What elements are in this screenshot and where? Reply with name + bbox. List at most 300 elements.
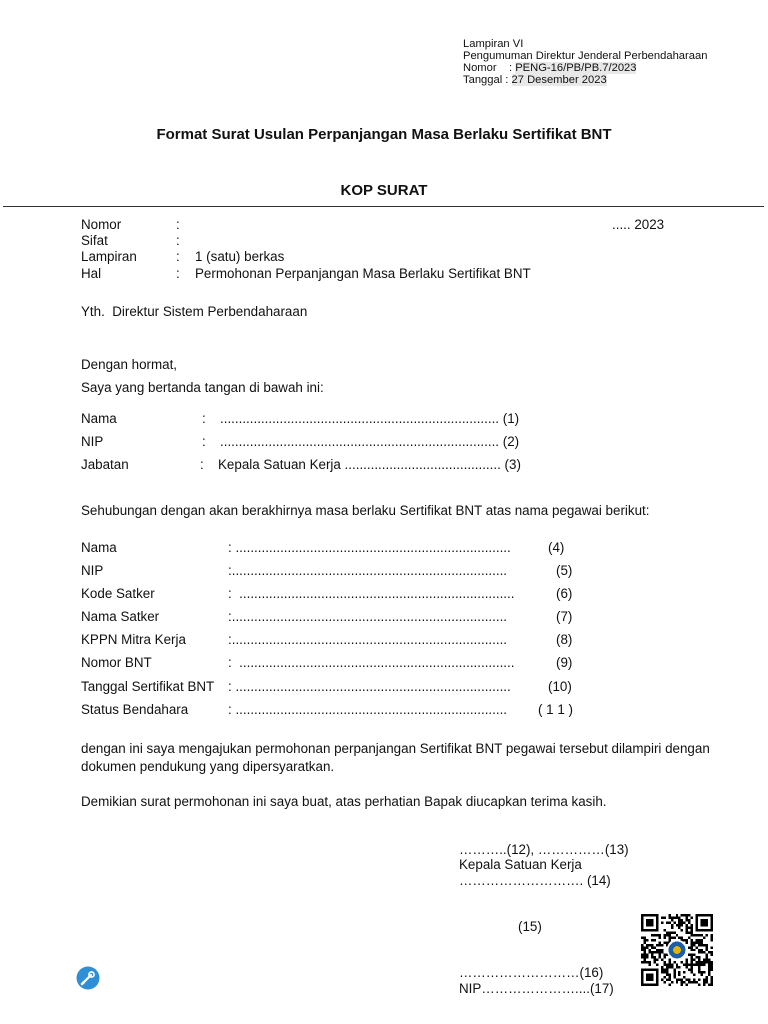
qr-module <box>653 956 655 958</box>
qr-module <box>706 949 708 951</box>
signer-label-jabatan: Jabatan <box>81 457 129 472</box>
employee-value-kppn: :.......................................................................... <box>228 632 508 647</box>
qr-module <box>658 944 660 946</box>
qr-module <box>651 939 653 941</box>
signer-value-jabatan: Kepala Satuan Kerja .......................................... (3) <box>218 457 521 472</box>
header-label-lampiran: Lampiran <box>81 249 137 264</box>
qr-module <box>708 971 710 973</box>
qr-module <box>681 979 683 981</box>
qr-module <box>646 954 648 956</box>
qr-module <box>696 956 698 958</box>
qr-module <box>666 974 668 976</box>
qr-module <box>701 961 703 963</box>
closing-line: Demikian surat permohonan ini saya buat, atas perhatian Bapak diucapkan terima kasih. <box>81 794 607 809</box>
qr-module <box>701 974 703 976</box>
qr-module <box>698 961 700 963</box>
employee-value-nip: :.......................................................................... <box>228 563 508 578</box>
qr-module <box>686 929 688 931</box>
qr-module <box>698 984 700 986</box>
qr-module <box>666 934 668 936</box>
qr-module <box>696 941 698 943</box>
signature-unit: ………………………. (14) <box>459 873 611 888</box>
qr-module <box>691 971 693 973</box>
signature-nip: NIP…………………....(17) <box>459 981 614 996</box>
qr-module <box>681 984 683 986</box>
signature-position: Kepala Satuan Kerja <box>459 857 582 872</box>
qr-module <box>698 979 700 981</box>
qr-module <box>648 951 650 953</box>
qr-module <box>711 951 713 953</box>
qr-module <box>691 941 693 943</box>
qr-module <box>663 916 665 918</box>
qr-module <box>671 966 673 968</box>
employee-num-nama: (4) <box>548 540 565 555</box>
employee-label-nama: Nama <box>81 540 117 555</box>
header-value-hal: Permohonan Perpanjangan Masa Berlaku Sertifikat BNT <box>195 266 531 281</box>
qr-module <box>691 959 693 961</box>
qr-module <box>661 971 663 973</box>
header-colon-nomor: : <box>176 217 180 232</box>
qr-module <box>671 981 673 983</box>
signer-value-nama: ........................................................................... (1) <box>220 411 520 426</box>
qr-module <box>671 964 673 966</box>
qr-module <box>706 934 708 936</box>
attachment-line-1: Lampiran VI <box>463 38 524 50</box>
qr-module <box>678 966 680 968</box>
qr-module <box>686 914 688 916</box>
kop-surat: KOP SURAT <box>340 182 428 199</box>
qr-module <box>683 981 685 983</box>
qr-module <box>668 916 670 918</box>
qr-module <box>668 961 670 963</box>
signature-place-date: ………..(12), ……………(13) <box>459 842 629 857</box>
qr-module <box>686 966 688 968</box>
qr-module <box>673 976 675 978</box>
qr-module <box>708 951 710 953</box>
qr-module <box>646 944 648 946</box>
employee-label-nip: NIP <box>81 563 104 578</box>
qr-module <box>661 979 663 981</box>
qr-module <box>641 961 643 963</box>
seal-logo-icon <box>76 966 100 990</box>
qr-module <box>661 969 663 971</box>
qr-module <box>661 959 663 961</box>
greeting: Dengan hormat, <box>81 357 178 372</box>
qr-module <box>711 966 713 968</box>
qr-module <box>641 944 643 946</box>
qr-module <box>643 961 645 963</box>
qr-module <box>663 936 665 938</box>
qr-module <box>658 956 660 958</box>
qr-module <box>651 954 653 956</box>
attachment-tanggal-value: 27 Desember 2023 <box>511 74 607 86</box>
qr-module <box>676 966 678 968</box>
qr-module <box>711 934 713 936</box>
signer-label-nama: Nama <box>81 411 117 426</box>
qr-module <box>678 936 680 938</box>
qr-module <box>693 964 695 966</box>
employee-num-status-bendahara: ( 1 1 ) <box>538 702 573 717</box>
qr-module <box>676 934 678 936</box>
qr-module <box>703 951 705 953</box>
employee-label-kode-satker: Kode Satker <box>81 586 155 601</box>
qr-module <box>701 971 703 973</box>
header-colon-sifat: : <box>176 233 180 248</box>
signer-colon-nip: : <box>202 434 206 449</box>
header-label-hal: Hal <box>81 266 102 281</box>
qr-module <box>663 981 665 983</box>
qr-module <box>641 949 643 951</box>
qr-module <box>693 981 695 983</box>
qr-module <box>686 939 688 941</box>
qr-module <box>708 984 710 986</box>
qr-module <box>661 949 663 951</box>
qr-module <box>696 961 698 963</box>
qr-module <box>698 969 700 971</box>
qr-module <box>701 939 703 941</box>
attachment-nomor <box>463 62 636 75</box>
qr-module <box>648 961 650 963</box>
qr-module <box>688 921 690 923</box>
qr-module <box>683 914 685 916</box>
qr-module <box>706 944 708 946</box>
qr-module <box>673 931 675 933</box>
qr-module <box>651 934 653 936</box>
employee-num-nip: (5) <box>556 563 573 578</box>
qr-module <box>698 971 700 973</box>
qr-module <box>683 971 685 973</box>
qr-module <box>711 946 713 948</box>
employee-num-tanggal-sertifikat: (10) <box>548 679 572 694</box>
qr-module <box>688 964 690 966</box>
qr-module <box>691 954 693 956</box>
employee-value-nama: : .......................................................................... <box>228 540 511 555</box>
qr-module <box>701 941 703 943</box>
header-colon-hal: : <box>176 266 180 281</box>
qr-module <box>693 974 695 976</box>
qr-module <box>676 914 678 916</box>
qr-module <box>688 926 690 928</box>
qr-module <box>693 954 695 956</box>
qr-module <box>668 984 670 986</box>
qr-module <box>643 956 645 958</box>
qr-module <box>678 924 680 926</box>
qr-module <box>701 944 703 946</box>
qr-module <box>676 979 678 981</box>
qr-module <box>671 936 673 938</box>
qr-module <box>663 929 665 931</box>
qr-module <box>686 964 688 966</box>
qr-module <box>646 946 648 948</box>
qr-module <box>686 931 688 933</box>
qr-module <box>653 961 655 963</box>
qr-module <box>653 951 655 953</box>
qr-module <box>643 939 645 941</box>
qr-module <box>703 964 705 966</box>
qr-module <box>643 949 645 951</box>
qr-module <box>643 959 645 961</box>
qr-module <box>706 979 708 981</box>
qr-module <box>646 956 648 958</box>
qr-module <box>703 944 705 946</box>
qr-module <box>688 981 690 983</box>
attachment-tanggal-label: Tanggal : <box>463 74 512 86</box>
qr-module <box>673 936 675 938</box>
header-colon-lampiran: : <box>176 249 180 264</box>
qr-module <box>703 984 705 986</box>
qr-module <box>663 941 665 943</box>
qr-module <box>691 929 693 931</box>
qr-module <box>653 939 655 941</box>
employee-label-tanggal-sertifikat: Tanggal Sertifikat BNT <box>81 679 215 694</box>
qr-module <box>653 934 655 936</box>
header-label-nomor: Nomor <box>81 217 122 232</box>
qr-module <box>663 934 665 936</box>
qr-module <box>706 961 708 963</box>
qr-module <box>698 941 700 943</box>
qr-module <box>646 939 648 941</box>
qr-module <box>668 931 670 933</box>
qr-module <box>681 914 683 916</box>
qr-module <box>671 924 673 926</box>
qr-module <box>691 939 693 941</box>
qr-module <box>698 964 700 966</box>
qr-module <box>696 934 698 936</box>
qr-module <box>673 921 675 923</box>
qr-module <box>666 966 668 968</box>
qr-module <box>658 941 660 943</box>
qr-module <box>666 931 668 933</box>
qr-module <box>698 956 700 958</box>
qr-module <box>668 934 670 936</box>
qr-module <box>666 964 668 966</box>
qr-module <box>698 939 700 941</box>
employee-label-nama-satker: Nama Satker <box>81 609 160 624</box>
qr-module <box>701 949 703 951</box>
qr-module <box>668 974 670 976</box>
qr-module <box>683 921 685 923</box>
qr-module <box>688 946 690 948</box>
qr-module <box>648 944 650 946</box>
qr-module <box>658 951 660 953</box>
employee-label-nomor-bnt: Nomor BNT <box>81 655 152 670</box>
header-value-lampiran: 1 (satu) berkas <box>195 249 285 264</box>
qr-module <box>691 916 693 918</box>
qr-module <box>663 956 665 958</box>
qr-module <box>663 971 665 973</box>
qr-module <box>663 961 665 963</box>
qr-module <box>706 954 708 956</box>
qr-module <box>708 966 710 968</box>
qr-module <box>686 916 688 918</box>
qr-module <box>693 941 695 943</box>
signature-name: ………………………(16) <box>459 965 604 980</box>
qr-module <box>686 959 688 961</box>
qr-module <box>698 951 700 953</box>
qr-module <box>681 961 683 963</box>
qr-module <box>711 984 713 986</box>
qr-module <box>691 944 693 946</box>
signer-value-nip: ........................................................................... (2) <box>220 434 520 449</box>
qr-module <box>708 959 710 961</box>
qr-module <box>696 939 698 941</box>
qr-module <box>711 976 713 978</box>
qr-module <box>706 946 708 948</box>
qr-module <box>643 951 645 953</box>
qr-module <box>696 946 698 948</box>
qr-module <box>708 964 710 966</box>
qr-module <box>708 974 710 976</box>
qr-module <box>686 924 688 926</box>
attachment-tanggal <box>463 74 607 87</box>
qr-module <box>651 951 653 953</box>
qr-module <box>681 981 683 983</box>
qr-module <box>681 924 683 926</box>
qr-module <box>673 971 675 973</box>
qr-module <box>661 944 663 946</box>
qr-module <box>671 931 673 933</box>
qr-module <box>653 959 655 961</box>
qr-module <box>676 924 678 926</box>
qr-module <box>708 969 710 971</box>
qr-module <box>671 926 673 928</box>
qr-module <box>668 976 670 978</box>
qr-module <box>661 966 663 968</box>
qr-module <box>656 934 658 936</box>
qr-module <box>698 966 700 968</box>
qr-module <box>691 964 693 966</box>
qr-module <box>693 934 695 936</box>
qr-module <box>688 919 690 921</box>
qr-module <box>673 916 675 918</box>
employee-num-kppn: (8) <box>556 632 573 647</box>
addressee: Yth. Direktur Sistem Perbendaharaan <box>81 304 308 319</box>
qr-module <box>691 961 693 963</box>
signer-colon-nama: : <box>202 411 206 426</box>
qr-module <box>668 966 670 968</box>
qr-module <box>656 949 658 951</box>
qr-module <box>656 951 658 953</box>
qr-module <box>651 944 653 946</box>
employee-num-nomor-bnt: (9) <box>556 655 573 670</box>
qr-module <box>698 944 700 946</box>
qr-module <box>668 939 670 941</box>
qr-module <box>691 949 693 951</box>
employee-value-status-bendahara: : ......................................................................... <box>228 702 508 717</box>
qr-module <box>703 959 705 961</box>
qr-module <box>668 921 670 923</box>
qr-module <box>671 919 673 921</box>
qr-module <box>646 961 648 963</box>
qr-module <box>706 976 708 978</box>
qr-module <box>711 981 713 983</box>
qr-module <box>703 979 705 981</box>
qr-module <box>686 961 688 963</box>
employee-num-nama-satker: (7) <box>556 609 573 624</box>
qr-module <box>711 964 713 966</box>
qr-module <box>681 936 683 938</box>
employee-value-nomor-bnt: : .......................................................................... <box>228 655 515 670</box>
employee-num-kode-satker: (6) <box>556 586 573 601</box>
document-title: Format Surat Usulan Perpanjangan Masa Berlaku Sertifikat BNT <box>156 126 612 143</box>
qr-module <box>676 916 678 918</box>
qr-module <box>708 961 710 963</box>
qr-module <box>641 954 643 956</box>
qr-module <box>688 936 690 938</box>
qr-module <box>693 949 695 951</box>
qr-module <box>651 956 653 958</box>
qr-module <box>691 926 693 928</box>
qr-module <box>656 944 658 946</box>
qr-module <box>691 924 693 926</box>
qr-module <box>686 984 688 986</box>
qr-module <box>666 979 668 981</box>
qr-module <box>661 951 663 953</box>
qr-module <box>658 954 660 956</box>
signature-marker: (15) <box>518 919 542 934</box>
qr-module <box>703 971 705 973</box>
qr-module <box>668 914 670 916</box>
qr-module <box>701 951 703 953</box>
qr-module <box>653 946 655 948</box>
qr-module <box>666 969 668 971</box>
qr-module <box>691 946 693 948</box>
qr-module <box>711 954 713 956</box>
qr-module <box>706 981 708 983</box>
qr-module <box>701 934 703 936</box>
kop-divider <box>3 206 764 207</box>
qr-module <box>678 979 680 981</box>
qr-module <box>678 919 680 921</box>
qr-module <box>663 976 665 978</box>
signer-colon-jabatan: : <box>200 457 204 472</box>
employee-label-kppn: KPPN Mitra Kerja <box>81 632 186 647</box>
qr-module <box>678 921 680 923</box>
qr-module <box>691 931 693 933</box>
qr-module <box>698 934 700 936</box>
qr-module <box>698 949 700 951</box>
qr-module <box>658 949 660 951</box>
qr-module <box>671 916 673 918</box>
qr-module <box>691 956 693 958</box>
qr-module <box>656 959 658 961</box>
qr-module <box>686 919 688 921</box>
qr-module <box>701 964 703 966</box>
qr-module <box>681 921 683 923</box>
qr-module <box>711 969 713 971</box>
attachment-nomor-value: PENG-16/PB/PB.7/2023 <box>515 62 637 74</box>
qr-module <box>688 954 690 956</box>
qr-module <box>676 981 678 983</box>
qr-module <box>658 934 660 936</box>
qr-module <box>683 964 685 966</box>
request-paragraph: dengan ini saya mengajukan permohonan perpanjangan Sertifikat BNT pegawai tersebut dilampiri dengan dokumen pendukung yang dipersyaratkan. <box>81 741 710 774</box>
qr-module <box>691 981 693 983</box>
qr-module <box>693 944 695 946</box>
qr-module <box>678 974 680 976</box>
qr-module <box>683 939 685 941</box>
qr-module <box>656 964 658 966</box>
qr-module <box>658 936 660 938</box>
qr-module <box>643 936 645 938</box>
qr-module <box>688 931 690 933</box>
qr-module <box>686 941 688 943</box>
qr-module <box>698 959 700 961</box>
qr-module <box>691 969 693 971</box>
qr-module <box>711 961 713 963</box>
regarding-line: Sehubungan dengan akan berakhirnya masa berlaku Sertifikat BNT atas nama pegawai berikut: <box>81 503 650 518</box>
qr-module <box>691 966 693 968</box>
